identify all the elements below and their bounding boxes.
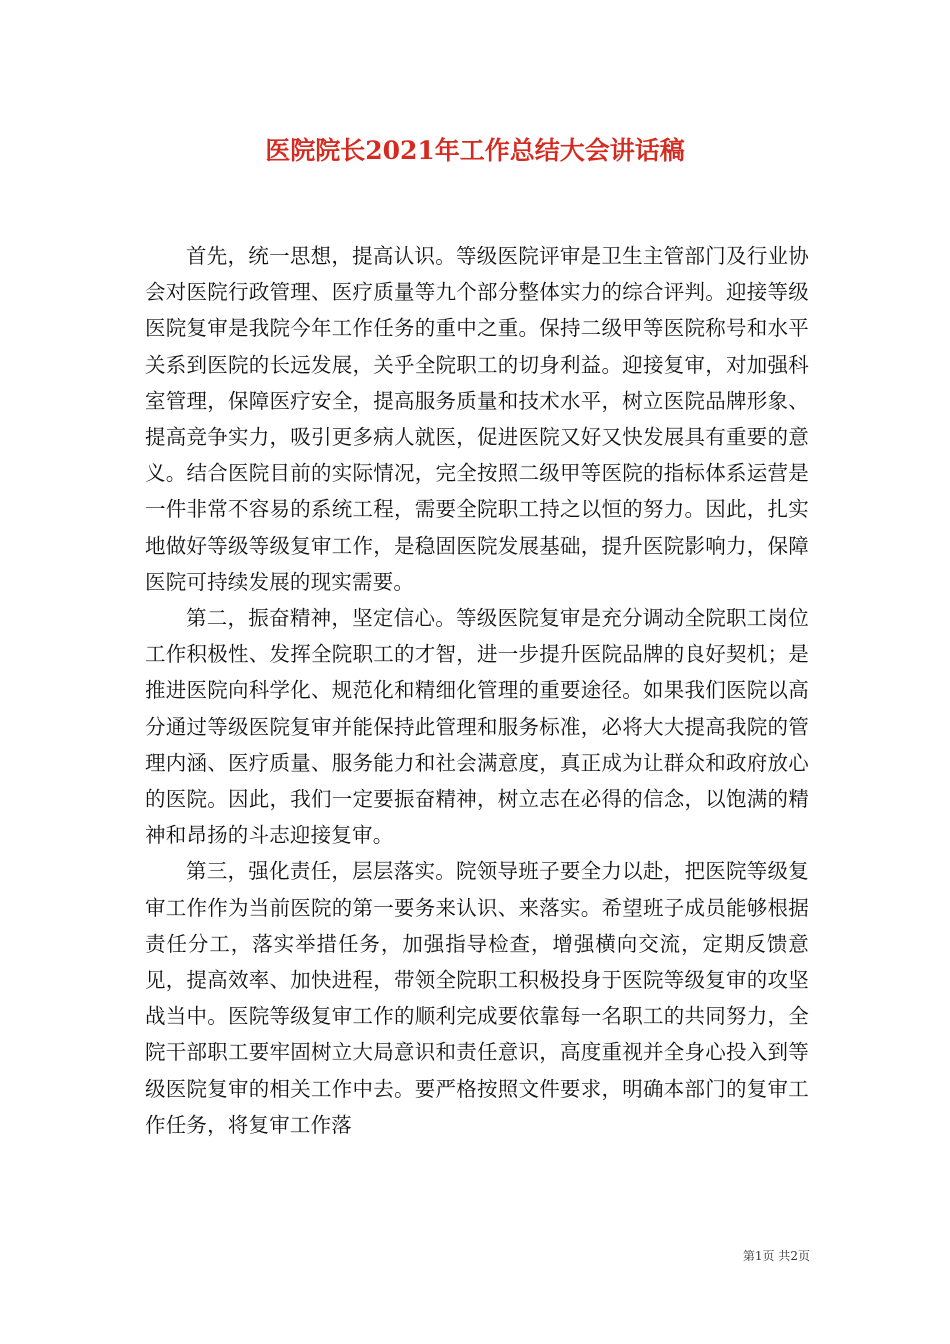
page-number-footer: 第1页 共2页	[742, 1249, 810, 1263]
paragraph-3: 第三，强化责任，层层落实。院领导班子要全力以赴，把医院等级复审工作作为当前医院的第一要务来认识、来落实。希望班子成员能够根据责任分工，落实举措任务，加强指导检查，增强横向交流，定期反馈意见，提高效率、加快进程，带领全院职工积极投身于医院等级复审的攻坚战当中。医院等级复审工作的顺利完成要依靠每一名职工的共同努力，全院干部职工要牢固树立大局意识和责任意识，高度重视并全身心投入到等级医院复审的相关工作中去。要严格按照文件要求，明确本部门的复审工作任务，将复审工作落	[145, 859, 809, 1137]
document-title: 医院院长2021年工作总结大会讲话稿	[265, 136, 685, 165]
document-body	[145, 238, 809, 1143]
paragraph-1: 首先，统一思想，提高认识。等级医院评审是卫生主管部门及行业协会对医院行政管理、医疗质量等九个部分整体实力的综合评判。迎接等级医院复审是我院今年工作任务的重中之重。保持二级甲等医院称号和水平关系到医院的长远发展，关乎全院职工的切身利益。迎接复审，对加强科室管理，保障医疗安全，提高服务质量和技术水平，树立医院品牌形象、提高竞争实力，吸引更多病人就医，促进医院又好又快发展具有重要的意义。结合医院目前的实际情况，完全按照二级甲等医院的指标体系运营是一件非常不容易的系统工程，需要全院职工持之以恒的努力。因此，扎实地做好等级等级复审工作，是稳固医院发展基础，提升医院影响力，保障医院可持续发展的现实需要。	[145, 244, 809, 594]
paragraph-2: 第二，振奋精神，坚定信心。等级医院复审是充分调动全院职工岗位工作积极性、发挥全院职工的才智，进一步提升医院品牌的良好契机；是推进医院向科学化、规范化和精细化管理的重要途径。如果我们医院以高分通过等级医院复审并能保持此管理和服务标准，必将大大提高我院的管理内涵、医疗质量、服务能力和社会满意度，真正成为让群众和政府放心的医院。因此，我们一定要振奋精神，树立志在必得的信念，以饱满的精神和昂扬的斗志迎接复审。	[145, 606, 809, 848]
